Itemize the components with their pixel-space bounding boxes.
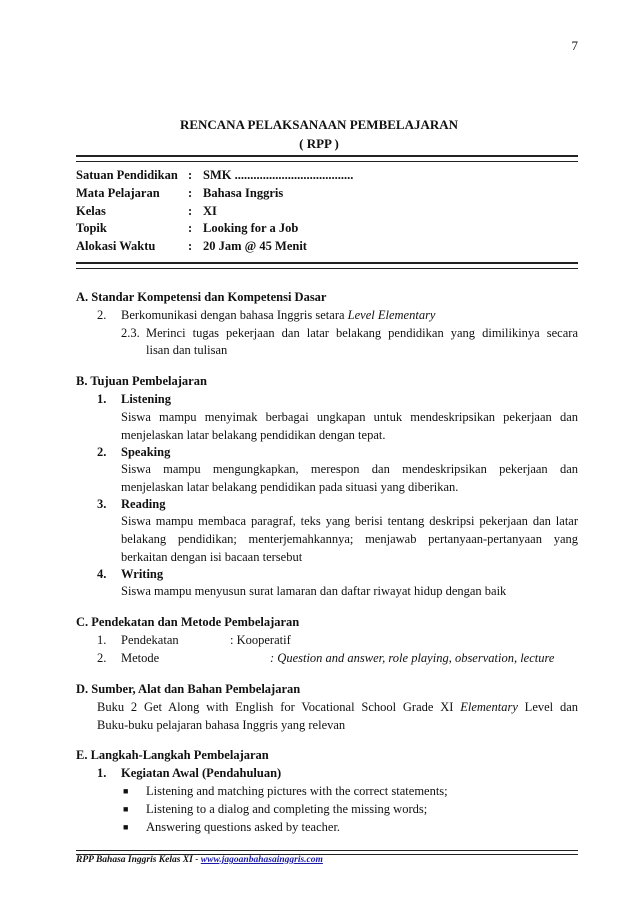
section-d-heading: D. Sumber, Alat dan Bahan Pembelajaran — [76, 682, 301, 696]
info-label: Satuan Pendidikan — [76, 168, 178, 182]
objective-text: Siswa mampu mengungkapkan, merespon dan mendeskripsikan pekerjaan dan — [121, 462, 578, 476]
document-subtitle: ( RPP ) — [299, 136, 339, 151]
objective-title-writing: Writing — [121, 567, 164, 581]
activity-title: Kegiatan Awal (Pendahuluan) — [121, 766, 282, 780]
info-label: Topik — [76, 221, 107, 235]
info-colon: : — [188, 221, 193, 235]
square-bullet-icon: ■ — [123, 822, 129, 832]
document-title: RENCANA PELAKSANAAN PEMBELAJARAN — [179, 117, 459, 132]
header-divider-bottom — [76, 262, 578, 269]
section-a-item-text — [121, 308, 435, 323]
source-text — [97, 700, 578, 715]
method-number: 2. — [97, 651, 107, 665]
footer — [76, 855, 323, 865]
objective-text: berkaitan dengan isi bacaan tersebut — [121, 550, 303, 564]
section-a-item-label: Berkomunikasi dengan bahasa Inggris setara — [121, 308, 348, 322]
objective-title-listening: Listening — [121, 392, 172, 406]
approach-label: Pendekatan — [121, 633, 179, 647]
info-value: XI — [203, 204, 217, 218]
approach-number: 1. — [97, 633, 107, 647]
section-b-heading: B. Tujuan Pembelajaran — [76, 374, 207, 388]
info-value: 20 Jam @ 45 Menit — [203, 239, 307, 253]
section-a-sub-text: lisan dan tulisan — [146, 343, 228, 357]
objective-text: menjelaskan latar belakang pendidikan dengan tepat. — [121, 428, 386, 442]
objective-number: 3. — [97, 497, 107, 511]
objective-title-speaking: Speaking — [121, 445, 171, 459]
section-c-heading: C. Pendekatan dan Metode Pembelajaran — [76, 615, 300, 629]
info-label: Mata Pelajaran — [76, 186, 160, 200]
square-bullet-icon: ■ — [123, 786, 129, 796]
footer-text: RPP Bahasa Inggris Kelas XI - — [76, 855, 201, 865]
section-a-item-number: 2. — [97, 308, 107, 322]
info-value: Bahasa Inggris — [203, 186, 284, 200]
objective-title-reading: Reading — [121, 497, 166, 511]
objective-text: Siswa mampu menyusun surat lamaran dan daftar riwayat hidup dengan baik — [121, 584, 507, 598]
section-a-sub-number: 2.3. — [121, 326, 140, 340]
source-level-suffix: Level dan — [517, 700, 578, 714]
section-a-heading: A. Standar Kompetensi dan Kompetensi Dasar — [76, 290, 327, 304]
footer-link[interactable]: www.jagoanbahasainggris.com — [200, 855, 323, 865]
objective-text: Siswa mampu menyimak berbagai ungkapan untuk mendeskripsikan pekerjaan dan — [121, 410, 578, 424]
source-text: Buku-buku pelajaran bahasa Inggris yang relevan — [97, 718, 346, 732]
source-book-title: Buku 2 Get Along with English for Vocational School Grade XI — [97, 700, 461, 714]
info-colon: : — [188, 204, 193, 218]
info-label: Alokasi Waktu — [76, 239, 156, 253]
square-bullet-icon: ■ — [123, 804, 129, 814]
section-e-heading: E. Langkah-Langkah Pembelajaran — [76, 748, 269, 762]
objective-text: belakang pendidikan; menterjemahkannya; menjawab pertanyaan-pertanyaan yang — [121, 532, 578, 546]
source-level: Elementary — [460, 700, 518, 714]
objective-text: menjelaskan latar belakang pendidikan pada situasi yang diberikan. — [121, 480, 459, 494]
objective-text: Siswa mampu membaca paragraf, teks yang berisi tentang deskripsi pekerjaan dan latar — [121, 514, 578, 528]
info-colon: : — [188, 168, 193, 182]
info-colon: : — [188, 186, 193, 200]
activity-bullet-text: Listening to a dialog and completing the missing words; — [146, 802, 428, 816]
method-label: Metode — [121, 651, 160, 665]
header-divider-top — [76, 155, 578, 162]
activity-bullet-text: Answering questions asked by teacher. — [146, 820, 341, 834]
objective-number: 4. — [97, 567, 107, 581]
info-label: Kelas — [76, 204, 106, 218]
section-a-sub-text: Merinci tugas pekerjaan dan latar belakang pendidikan yang dimilikinya secara — [146, 326, 578, 340]
objective-number: 1. — [97, 392, 107, 406]
page-number: 7 — [571, 38, 578, 53]
section-a-item-level: Level Elementary — [347, 308, 436, 322]
info-value: Looking for a Job — [203, 221, 299, 235]
objective-number: 2. — [97, 445, 107, 459]
method-value: : Question and answer, role playing, observation, lecture — [270, 651, 555, 665]
info-colon: : — [188, 239, 193, 253]
info-value: SMK ...................................... — [203, 168, 354, 182]
approach-value: : Kooperatif — [230, 633, 291, 647]
activity-bullet-text: Listening and matching pictures with the correct statements; — [146, 784, 448, 798]
activity-number: 1. — [97, 766, 107, 780]
